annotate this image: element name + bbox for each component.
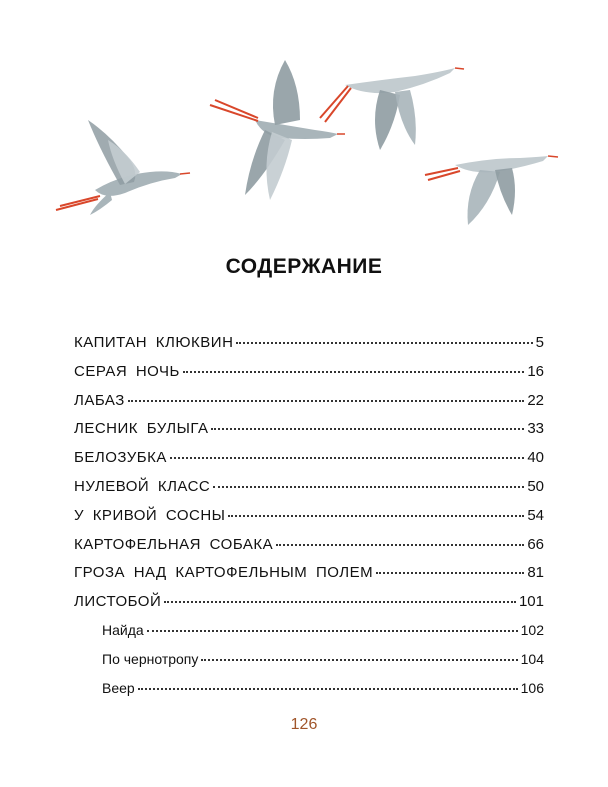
- toc-entry: [74, 334, 544, 363]
- toc-entry-page: 33: [527, 420, 544, 438]
- crane-icon: [56, 120, 190, 215]
- dot-leader: [236, 342, 532, 344]
- dot-leader: [183, 371, 524, 373]
- crane-icon: [320, 68, 464, 150]
- toc-entry-page: 5: [535, 334, 544, 351]
- crane-icon: [210, 60, 345, 200]
- toc-entry-title: НУЛЕВОЙ КЛАСС: [74, 477, 211, 495]
- toc-entry: [74, 593, 544, 622]
- toc-entry-page: 22: [527, 391, 544, 409]
- dot-leader: [228, 515, 524, 517]
- toc-entry-title: Найда: [102, 621, 144, 638]
- toc-entry: [74, 680, 544, 709]
- toc-entry-title: КАРТОФЕЛЬНАЯ СОБАКА: [74, 535, 274, 553]
- toc-entry: [74, 507, 544, 536]
- toc-entry-title: У КРИВОЙ СОСНЫ: [74, 506, 226, 524]
- flying-cranes-illustration: [0, 0, 608, 240]
- toc-entry-page: 40: [527, 449, 544, 467]
- table-of-contents: [74, 334, 544, 708]
- dot-leader: [164, 601, 516, 603]
- toc-entry-page: 54: [527, 506, 544, 524]
- dot-leader: [276, 544, 524, 546]
- toc-entry: [74, 564, 544, 593]
- toc-entry: [74, 449, 544, 478]
- toc-entry-page: 104: [520, 650, 544, 667]
- toc-entry-title: Веер: [102, 679, 135, 696]
- toc-entry: [74, 392, 544, 421]
- crane-icon: [425, 156, 558, 225]
- toc-entry-page: 102: [520, 621, 544, 638]
- dot-leader: [170, 457, 524, 459]
- toc-entry-page: 101: [518, 593, 544, 611]
- toc-entry: [74, 420, 544, 449]
- toc-entry-page: 50: [527, 477, 544, 495]
- dot-leader: [211, 428, 524, 430]
- dot-leader: [138, 688, 518, 690]
- toc-entry: [74, 651, 544, 680]
- dot-leader: [201, 659, 517, 661]
- toc-entry-title: По чернотропу: [102, 650, 199, 667]
- dot-leader: [147, 630, 518, 632]
- toc-entry-title: ЛАБАЗ: [74, 391, 125, 409]
- toc-entry-title: КАПИТАН КЛЮКВИН: [74, 334, 234, 351]
- toc-entry-title: ЛЕСНИК БУЛЫГА: [74, 420, 209, 438]
- page-number: 126: [290, 716, 318, 733]
- dot-leader: [213, 486, 524, 488]
- toc-entry-title: СЕРАЯ НОЧЬ: [74, 362, 180, 380]
- dot-leader: [376, 572, 524, 574]
- toc-entry-page: 66: [527, 535, 544, 553]
- toc-entry-title: БЕЛОЗУБКА: [74, 449, 167, 467]
- toc-entry-page: 81: [527, 564, 544, 582]
- toc-entry-page: 106: [520, 679, 544, 696]
- toc-entry: [74, 363, 544, 392]
- toc-entry: [74, 622, 544, 651]
- toc-entry-title: ГРОЗА НАД КАРТОФЕЛЬНЫМ ПОЛЕМ: [74, 564, 374, 582]
- toc-entry-page: 16: [527, 362, 544, 380]
- toc-entry: [74, 478, 544, 507]
- page-title: СОДЕРЖАНИЕ: [225, 255, 383, 278]
- dot-leader: [128, 400, 525, 402]
- toc-entry: [74, 536, 544, 565]
- toc-entry-title: ЛИСТОБОЙ: [74, 593, 162, 611]
